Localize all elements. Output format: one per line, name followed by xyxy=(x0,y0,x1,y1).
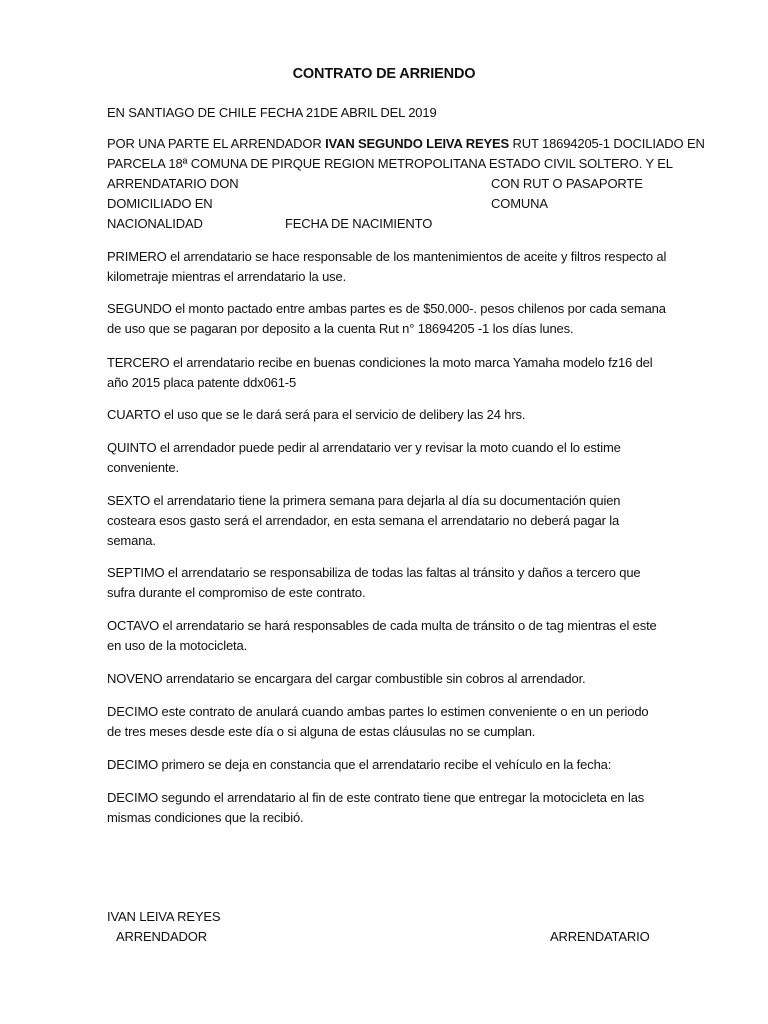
clause-line: NOVENO arrendatario se encargara del cargar combustible sin cobros al arrendador. xyxy=(107,671,586,686)
clause-line: PRIMERO el arrendatario se hace responsable de los mantenimientos de aceite y filtros respecto al xyxy=(107,249,667,264)
clause-line: OCTAVO el arrendatario se hará responsables de cada multa de tránsito o de tag mientras el este xyxy=(107,618,657,633)
clause-line: DECIMO primero se deja en constancia que el arrendatario recibe el vehículo en la fecha: xyxy=(107,757,612,772)
clause-line: TERCERO el arrendatario recibe en buenas condiciones la moto marca Yamaha modelo fz16 del xyxy=(107,355,653,370)
tenant-name-label: ARRENDATARIO DON xyxy=(107,176,239,191)
clause-line: conveniente. xyxy=(107,460,179,475)
clause-line: SEXTO el arrendatario tiene la primera semana para dejarla al día su documentación quien xyxy=(107,493,621,508)
clause-line: SEPTIMO el arrendatario se responsabiliza de todas las faltas al tránsito y daños a tercero que xyxy=(107,565,641,580)
commune-label: COMUNA xyxy=(491,196,548,211)
clause-line: mismas condiciones que la recibió. xyxy=(107,810,304,825)
signature-tenant-role: ARRENDATARIO xyxy=(550,929,650,944)
address-label: DOMICILIADO EN xyxy=(107,196,213,211)
clause-line: costeara esos gasto será el arrendador, en esta semana el arrendatario no deberá pagar la xyxy=(107,513,620,528)
birthdate-label: FECHA DE NACIMIENTO xyxy=(285,216,433,231)
clause-line: sufra durante el compromiso de este contrato. xyxy=(107,585,366,600)
signature-landlord-role: ARRENDADOR xyxy=(116,929,207,944)
clause-decimo-segundo xyxy=(107,788,667,828)
clause-primero xyxy=(107,247,667,287)
clause-octavo xyxy=(107,616,667,656)
clause-septimo xyxy=(107,563,667,603)
clause-decimo xyxy=(107,702,667,742)
signatory-name: IVAN LEIVA REYES xyxy=(107,909,221,924)
document-title: CONTRATO DE ARRIENDO xyxy=(292,66,476,82)
parties-line-1 xyxy=(107,134,705,154)
clause-noveno xyxy=(107,669,667,689)
clause-line: de uso que se pagaran por deposito a la cuenta Rut n° 18694205 -1 los días lunes. xyxy=(107,321,574,336)
tenant-id-label: CON RUT O PASAPORTE xyxy=(491,176,643,191)
parties-line-4 xyxy=(107,194,667,214)
clause-line: kilometraje mientras el arrendatario la use. xyxy=(107,269,347,284)
clause-line: año 2015 placa patente ddx061-5 xyxy=(107,375,297,390)
parties-line-2: PARCELA 18ª COMUNA DE PIRQUE REGION METROPOLITANA ESTADO CIVIL SOLTERO. Y EL xyxy=(107,156,673,171)
clause-cuarto xyxy=(107,405,667,425)
parties-line-5 xyxy=(107,214,667,234)
clause-quinto xyxy=(107,438,667,478)
clause-line: semana. xyxy=(107,533,156,548)
clause-line: en uso de la motocicleta. xyxy=(107,638,248,653)
clause-line: de tres meses desde este día o si alguna de estas cláusulas no se cumplan. xyxy=(107,724,536,739)
clause-line: SEGUNDO el monto pactado entre ambas partes es de $50.000-. pesos chilenos por cada semana xyxy=(107,301,666,316)
clause-sexto xyxy=(107,491,667,551)
clause-line: DECIMO este contrato de anulará cuando ambas partes lo estimen conveniente o en un periodo xyxy=(107,704,649,719)
landlord-name: IVAN SEGUNDO LEIVA REYES xyxy=(325,136,510,151)
parties-paragraph xyxy=(107,134,705,234)
clause-decimo-primero xyxy=(107,755,667,775)
parties-suffix: RUT 18694205-1 DOCILIADO EN xyxy=(509,136,705,151)
clause-segundo xyxy=(107,299,667,339)
parties-line-3 xyxy=(107,174,667,194)
clause-line: DECIMO segundo el arrendatario al fin de este contrato tiene que entregar la motocicleta en las xyxy=(107,790,645,805)
parties-prefix: POR UNA PARTE EL ARRENDADOR xyxy=(107,136,326,151)
nationality-label: NACIONALIDAD xyxy=(107,216,203,231)
clause-line: CUARTO el uso que se le dará será para el servicio de delibery las 24 hrs. xyxy=(107,407,526,422)
date-text: EN SANTIAGO DE CHILE FECHA 21DE ABRIL DEL 2019 xyxy=(107,105,437,120)
clause-tercero xyxy=(107,353,667,393)
date-line xyxy=(107,103,667,123)
clause-line: QUINTO el arrendador puede pedir al arrendatario ver y revisar la moto cuando el lo estime xyxy=(107,440,621,455)
